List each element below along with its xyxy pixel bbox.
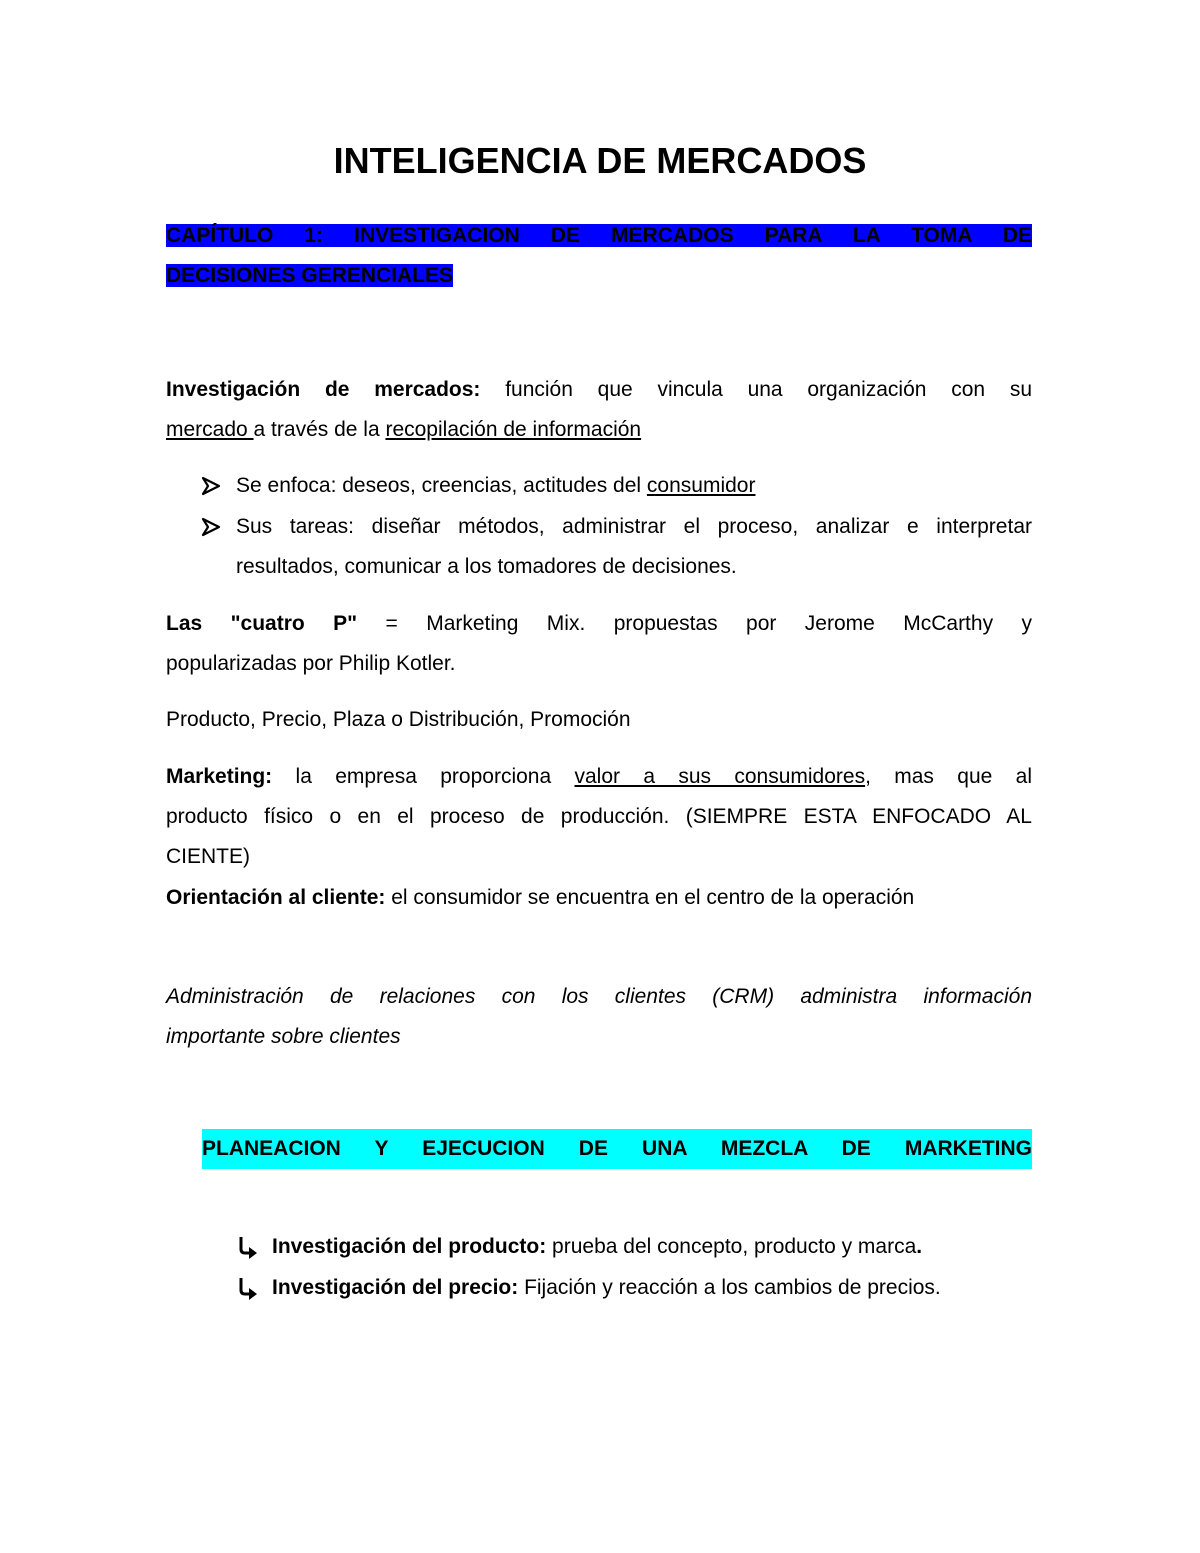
arrowhead-bullet-icon [200,507,226,561]
curved-arrow-bullet-icon [236,1268,262,1322]
marketing-term: Marketing: [166,765,273,788]
producto-period: . [916,1235,923,1258]
orientacion-term: Orientación al cliente: [166,886,386,909]
recopilacion-text: recopilación de información [385,418,642,441]
consumidor-text: consumidor [646,474,756,497]
mercado-link-text: mercado [166,418,254,441]
investigacion-paragraph [166,370,1032,450]
cuatro-p-line2: popularizadas por Philip Kotler. [166,652,456,675]
marketing-post: , mas que al [865,765,1032,788]
chapter-heading-line2: DECISIONES GERENCIALES [166,264,454,287]
producto-term: Investigación del producto: [272,1235,547,1258]
section-heading-text: PLANEACION Y EJECUCION DE UNA MEZCLA DE MARKETING [202,1129,1032,1169]
producto-definition: prueba del concepto, producto y marca [546,1235,917,1258]
bullet-tareas-line1: Sus tareas: diseñar métodos, administrar el proceso, analizar e interpretar [236,515,1032,538]
orientacion-definition: el consumidor se encuentra en el centro de la operación [385,886,915,909]
bullet-tareas-line2: resultados, comunicar a los tomadores de decisiones. [236,555,737,578]
investigacion-term: Investigación de mercados: [166,378,481,401]
valor-text: valor a sus consumidores [574,765,866,788]
investigacion-definition: función que vincula una organización con su [480,378,1032,401]
orientacion-paragraph [166,878,1032,918]
cuatro-p-definition: = Marketing Mix. propuestas por Jerome McCarthy y [357,612,1032,635]
marketing-line2: producto físico o en el proceso de producción. (SIEMPRE ESTA ENFOCADO AL [166,805,1032,828]
productos-paragraph: Producto, Precio, Plaza o Distribución, Promoción [166,708,631,731]
marketing-paragraph [166,757,1032,877]
list-item [200,507,1032,587]
crm-line1: Administración de relaciones con los clientes (CRM) administra información [166,985,1032,1008]
section-heading [202,1129,1032,1169]
cuatro-p-term: Las "cuatro P" [166,612,358,635]
investigacion-mid-text: a través de la [253,418,386,441]
bullet-enfoca-text: Se enfoca: deseos, creencias, actitudes del [236,474,647,497]
chapter-heading-line1: CAPÍTULO 1: INVESTIGACION DE MERCADOS PARA LA TOMA DE [166,224,1032,247]
cuatro-p-paragraph [166,604,1032,684]
precio-term: Investigación del precio: [272,1276,519,1299]
document-title: INTELIGENCIA DE MERCADOS [333,140,867,181]
crm-paragraph [166,977,1032,1057]
chapter-heading [166,216,1032,296]
precio-definition: Fijación y reacción a los cambios de precios. [518,1276,941,1299]
marketing-pre: la empresa proporciona [272,765,575,788]
crm-line2: importante sobre clientes [166,1025,401,1048]
marketing-line3: CIENTE) [166,845,250,868]
